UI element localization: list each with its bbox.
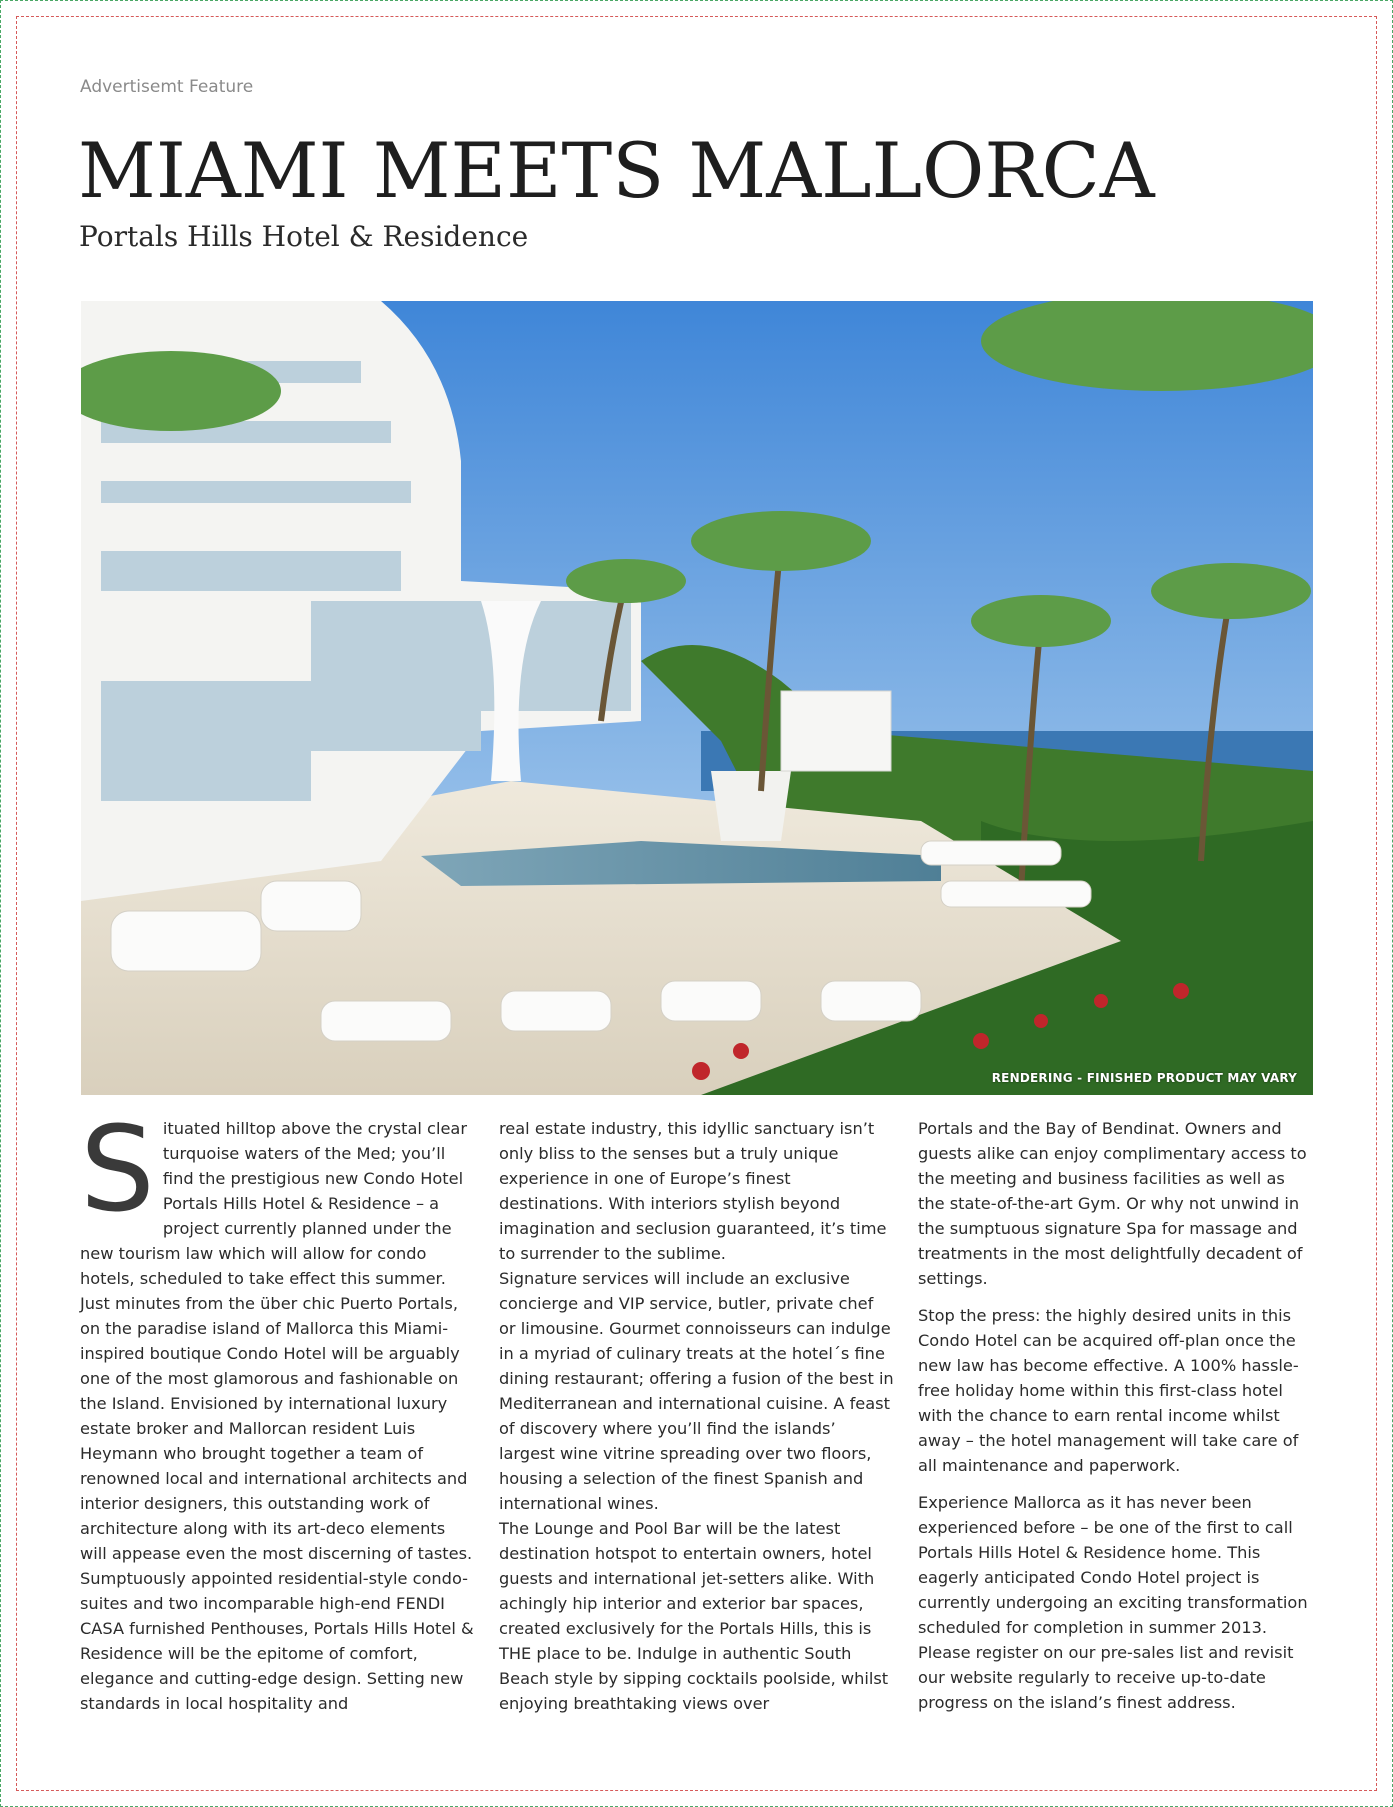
pool-cabana: [781, 691, 891, 771]
headline: MIAMI MEETS MALLORCA: [78, 126, 1155, 215]
column-3-paragraph-3: Experience Mallorca as it has never been experienced before – be one of the first to call Portals Hills Hotel & Residence home. This eagerly anticipated Condo Hotel project is currently undergoing an exciting transformation scheduled for completion in summer 2013. Please register on our pre-sales list and revisit our website regularly to receive up-to-date progress on the island’s finest address.: [918, 1493, 1308, 1712]
column-2-paragraph-3: The Lounge and Pool Bar will be the latest destination hotspot to entertain owners, hotel guests and international jet-setters alike. With achingly hip interior and exterior bar spaces, created exclusively for the Portals Hills, this is THE place to be. Indulge in authentic South Beach style by sipping cocktails poolside, whilst enjoying breathtaking views over: [499, 1519, 889, 1713]
column-2-paragraph-2: Signature services will include an exclusive concierge and VIP service, butler, private chef or limousine. Gourmet connoisseurs can indulge in a myriad of culinary treats at the hotel´s fine dining restaurant; offering a fusion of the best in Mediterranean and international cuisine. A feast of discovery where you’ll find the islands’ largest wine vitrine spreading over two floors, housing a selection of the finest Spanish and international wines.: [499, 1269, 894, 1513]
article-column-2: [499, 1116, 894, 1716]
article-column-3: [918, 1116, 1313, 1715]
article-column-1: [80, 1100, 475, 1716]
advertisement-label: Advertisemt Feature: [80, 77, 254, 97]
column-3-paragraph-2: Stop the press: the highly desired units in this Condo Hotel can be acquired off-plan once the new law has become effective. A 100% hassle-free holiday home within this first-class hotel with the chance to earn rental income whilst away – the hotel management will take care of all maintenance and paperwork.: [918, 1306, 1299, 1475]
rendering-caption: RENDERING - FINISHED PRODUCT MAY VARY: [991, 1071, 1297, 1085]
column-2-paragraph-1: real estate industry, this idyllic sanctuary isn’t only bliss to the senses but a truly unique experience in one of Europe’s finest destinations. With interiors stylish beyond imagination and seclusion guaranteed, it’s time to surrender to the sublime.: [499, 1119, 887, 1263]
subheadline: Portals Hills Hotel & Residence: [79, 220, 529, 253]
hotel-terrace-illustration: [81, 301, 1313, 1095]
planter-pot: [711, 771, 791, 841]
column-3-paragraph-1: Portals and the Bay of Bendinat. Owners and guests alike can enjoy complimentary access to the meeting and business facilities as well as the state-of-the-art Gym. Or why not unwind in the sumptuous signature Spa for massage and treatments in the most delightfully decadent of settings.: [918, 1119, 1307, 1288]
column-1-paragraph: ituated hilltop above the crystal clear turquoise waters of the Med; you’ll find the prestigious new Condo Hotel Portals Hills Hotel & Residence – a project currently planned under the new tourism law which will allow for condo hotels, scheduled to take effect this summer. Just minutes from the über chic Puerto Portals, on the paradise island of Mallorca this Miami-inspired boutique Condo Hotel will be arguably one of the most glamorous and fashionable on the Island. Envisioned by international luxury estate broker and Mallorcan resident Luis Heymann who brought together a team of renowned local and international architects and interior designers, this outstanding work of architecture along with its art-deco elements will appease even the most discerning of tastes. Sumptuously appointed residential-style condo-suites and two incomparable high-end FENDI CASA furnished Penthouses, Portals Hills Hotel & Residence will be the epitome of comfort, elegance and cutting-edge design. Setting new standards in local hospitality and: [80, 1119, 474, 1713]
hero-image-hotel-rendering: [81, 301, 1313, 1095]
drop-cap: S: [80, 1100, 155, 1238]
